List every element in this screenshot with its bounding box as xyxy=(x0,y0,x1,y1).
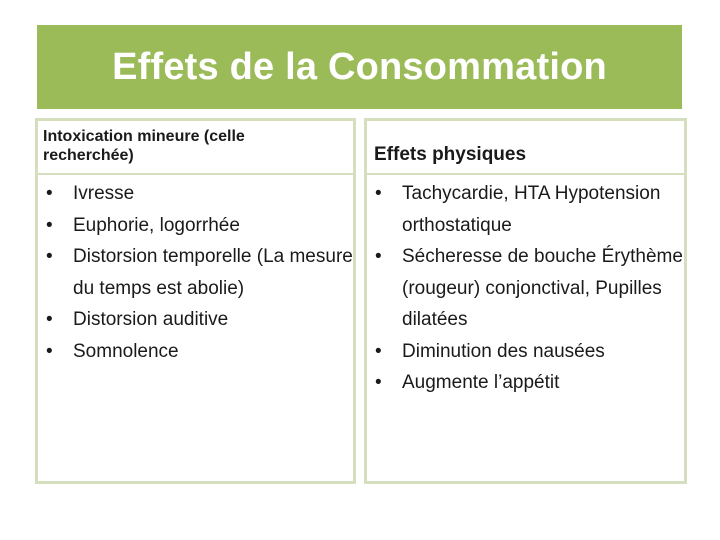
effects-list-physical xyxy=(373,178,685,399)
bullet-icon: • xyxy=(375,183,382,204)
bullet-icon: • xyxy=(46,183,53,204)
panel-minor-intoxication xyxy=(35,118,356,484)
list-item xyxy=(44,178,356,210)
bullet-icon: • xyxy=(375,340,382,362)
panel-header-label: Effets physiques xyxy=(374,144,527,165)
effects-list-minor-intoxication xyxy=(44,178,356,367)
list-item-text: Ivresse xyxy=(73,183,135,204)
bullet-icon: • xyxy=(375,246,382,267)
list-item-text: Somnolence xyxy=(73,340,179,362)
slide-title-bar xyxy=(37,25,682,109)
list-item xyxy=(373,367,685,399)
list-item-text: Augmente l’appétit xyxy=(402,372,560,393)
bullet-icon: • xyxy=(375,372,382,393)
panel-header-minor-intoxication xyxy=(38,121,353,175)
list-item-text: Sécheresse de bouche Érythème (rougeur) conjonctival, Pupilles dilatées xyxy=(402,246,683,330)
list-item-text: Distorsion temporelle (La mesure du temps est abolie) xyxy=(73,246,353,299)
list-item-text: Tachycardie, HTA Hypotension orthostatique xyxy=(402,183,661,236)
list-item xyxy=(373,178,685,241)
bullet-icon: • xyxy=(46,309,53,330)
bullet-icon: • xyxy=(46,214,53,236)
list-item xyxy=(44,336,356,368)
list-item-text: Distorsion auditive xyxy=(73,309,229,330)
list-item xyxy=(373,336,685,368)
bullet-icon: • xyxy=(46,246,53,267)
list-item-text: Euphorie, logorrhée xyxy=(73,214,240,236)
slide-title: Effets de la Consommation xyxy=(112,45,607,88)
panel-physical-effects xyxy=(364,118,687,484)
panel-header-physical-effects xyxy=(367,121,684,175)
bullet-icon: • xyxy=(46,340,53,362)
list-item xyxy=(44,241,356,304)
list-item xyxy=(44,210,356,242)
list-item xyxy=(44,304,356,336)
panel-header-label: Intoxication mineure (celle recherchée) xyxy=(43,128,245,164)
list-item xyxy=(373,241,685,336)
list-item-text: Diminution des nausées xyxy=(402,340,605,362)
